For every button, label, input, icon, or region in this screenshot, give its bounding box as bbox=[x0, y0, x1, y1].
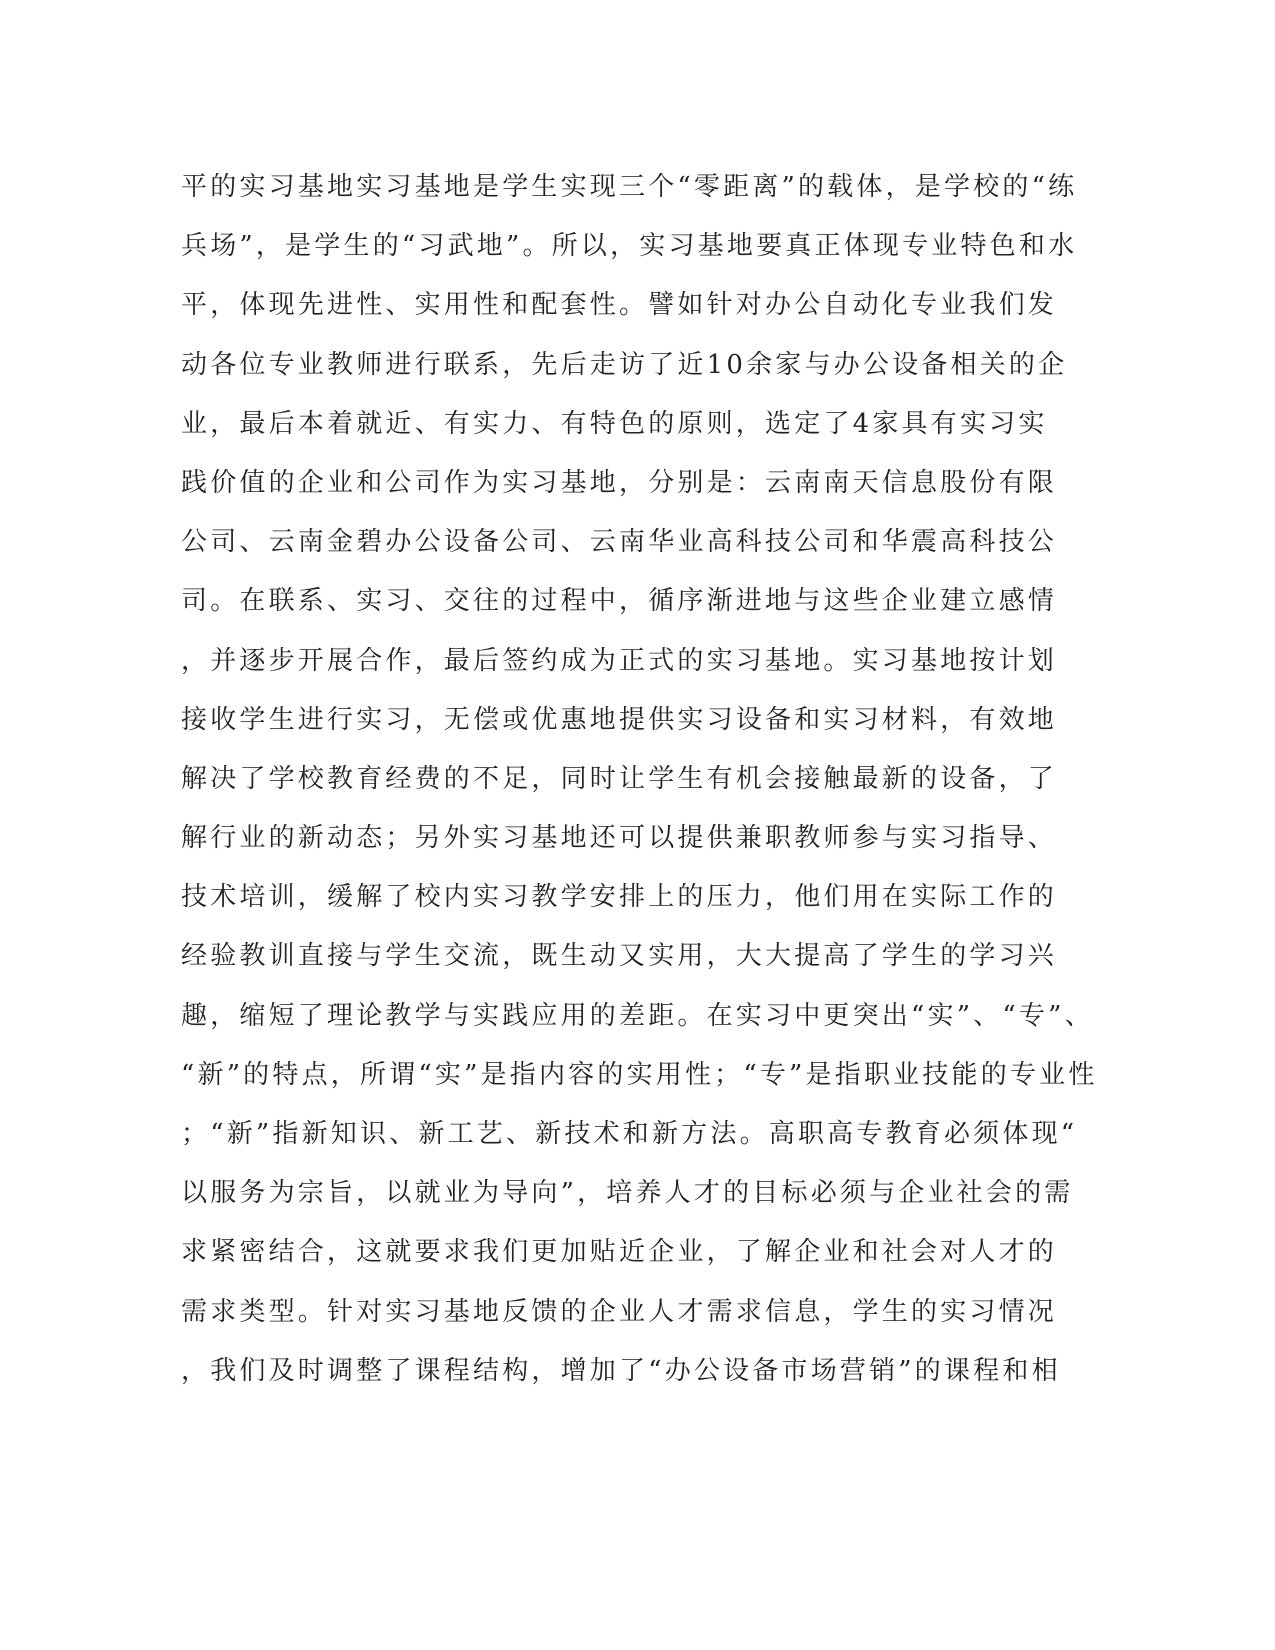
text-line: 司。在联系、实习、交往的过程中，循序渐进地与这些企业建立感情 bbox=[181, 586, 1058, 617]
text-line: 技术培训，缓解了校内实习教学安排上的压力，他们用在实际工作的 bbox=[181, 882, 1058, 913]
text-line: ；“新”指新知识、新工艺、新技术和新方法。高职高专教育必须体现“ bbox=[181, 1119, 1078, 1149]
text-line: 求紧密结合，这就要求我们更加贴近企业，了解企业和社会对人才的 bbox=[181, 1237, 1058, 1268]
text-line: ，我们及时调整了课程结构，增加了“办公设备市场营销”的课程和相 bbox=[181, 1355, 1061, 1386]
text-line: 业，最后本着就近、有实力、有特色的原则，选定了4家具有实习实 bbox=[181, 408, 1048, 439]
text-line: 动各位专业教师进行联系，先后走访了近10余家与办公设备相关的企 bbox=[181, 349, 1068, 380]
text-line: 公司、云南金碧办公设备公司、云南华业高科技公司和华震高科技公 bbox=[181, 527, 1058, 558]
text-line: 以服务为宗旨，以就业为导向”，培养人才的目标必须与企业社会的需 bbox=[181, 1178, 1074, 1209]
text-line: 平的实习基地实习基地是学生实现三个“零距离”的载体，是学校的“练 bbox=[181, 172, 1078, 202]
body-paragraph bbox=[181, 158, 1098, 1401]
text-line: 解决了学校教育经费的不足，同时让学生有机会接触最新的设备，了 bbox=[181, 763, 1058, 794]
text-line: 解行业的新动态；另外实习基地还可以提供兼职教师参与实习指导、 bbox=[181, 823, 1058, 854]
text-line: 经验教训直接与学生交流，既生动又实用，大大提高了学生的学习兴 bbox=[181, 941, 1058, 972]
text-line: 趣，缩短了理论教学与实践应用的差距。在实习中更突出“实”、“专”、 bbox=[181, 1000, 1094, 1031]
text-line: 接收学生进行实习，无偿或优惠地提供实习设备和实习材料，有效地 bbox=[181, 704, 1058, 735]
text-line: 践价值的企业和公司作为实习基地，分别是：云南南天信息股份有限 bbox=[181, 467, 1058, 498]
text-line: 平，体现先进性、实用性和配套性。譬如针对办公自动化专业我们发 bbox=[181, 290, 1058, 321]
text-line: “新”的特点，所谓“实”是指内容的实用性；“专”是指职业技能的专业性 bbox=[181, 1059, 1098, 1090]
text-line: 需求类型。针对实习基地反馈的企业人才需求信息，学生的实习情况 bbox=[181, 1296, 1058, 1327]
text-line: ，并逐步开展合作，最后签约成为正式的实习基地。实习基地按计划 bbox=[181, 645, 1058, 676]
text-line: 兵场”，是学生的“习武地”。所以，实习基地要真正体现专业特色和水 bbox=[181, 231, 1078, 262]
